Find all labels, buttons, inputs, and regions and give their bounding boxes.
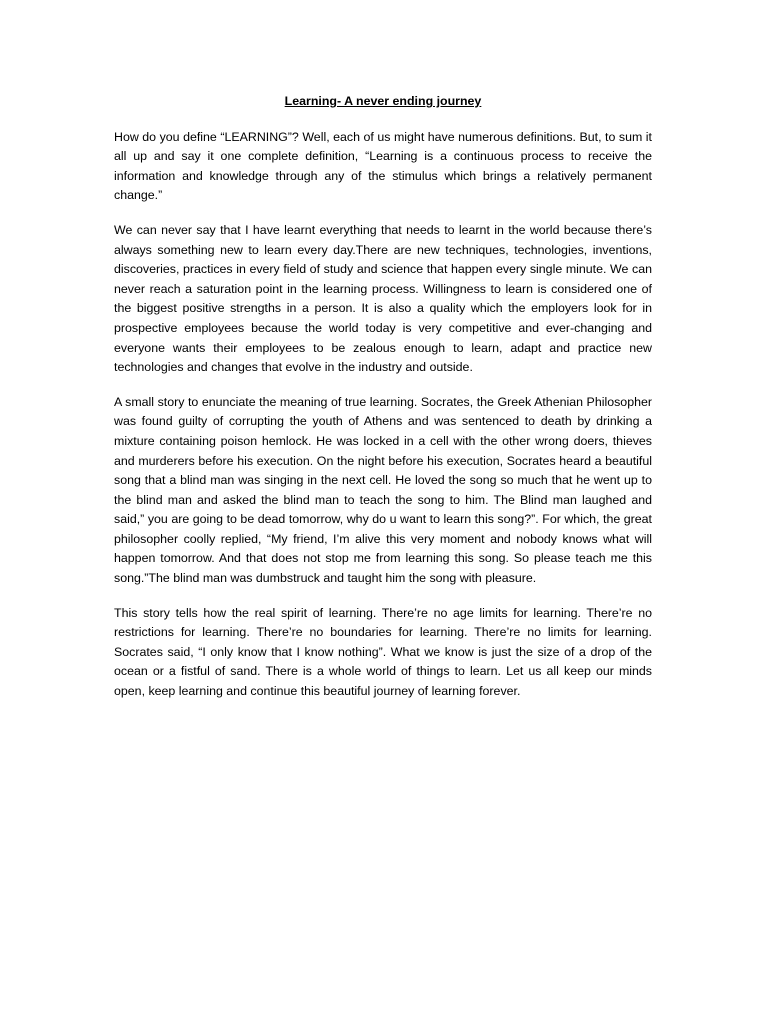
- paragraph-continuous-learning: We can never say that I have learnt everything that needs to learnt in the world because there’s always something new to learn every day.There are new techniques, technologies, inventions, discoveries, practices in every field of study and science that happen every single minute. We can never reach a saturation point in the learning process. Willingness to learn is considered one of the biggest positive strengths in a person. It is also a quality which the employers look for in prospective employees because the world today is very competitive and ever-changing and everyone wants their employees to be zealous enough to learn, adapt and practice new technologies and changes that evolve in the industry and outside.: [114, 222, 652, 375]
- paragraph-definition: How do you define “LEARNING”? Well, each of us might have numerous definitions. But, to sum it all up and say it one complete definition, “Learning is a continuous process to receive the information and knowledge through any of the stimulus which brings a relatively permanent change.”: [114, 129, 652, 203]
- paragraph-socrates-story: A small story to enunciate the meaning of true learning. Socrates, the Greek Athenian Philosopher was found guilty of corrupting the youth of Athens and was sentenced to death by drinking a mixture containing poison hemlock. He was locked in a cell with the other wrong doers, thieves and murderers before his execution. On the night before his execution, Socrates heard a beautiful song that a blind man was singing in the next cell. He loved the song so much that he went up to the blind man and asked the blind man to teach the song to him. The Blind man laughed and said,” you are going to be dead tomorrow, why do u want to learn this song?”. For which, the great philosopher coolly replied, “My friend, I’m alive this very moment and nobody knows what will happen tomorrow. And that does not stop me from learning this song. So please teach me this song.”The blind man was dumbstruck and taught him the song with pleasure.: [114, 394, 652, 586]
- paragraph-conclusion: This story tells how the real spirit of learning. There’re no age limits for learning. There’re no restrictions for learning. There’re no boundaries for learning. There’re no limits for learning. Socrates said, “I only know that I know nothing”. What we know is just the size of a drop of the ocean or a fistful of sand. There is a whole world of things to learn. Let us all keep our minds open, keep learning and continue this beautiful journey of learning forever.: [114, 605, 652, 699]
- document-body: [114, 92, 652, 717]
- document-title: Learning- A never ending journey: [284, 94, 482, 108]
